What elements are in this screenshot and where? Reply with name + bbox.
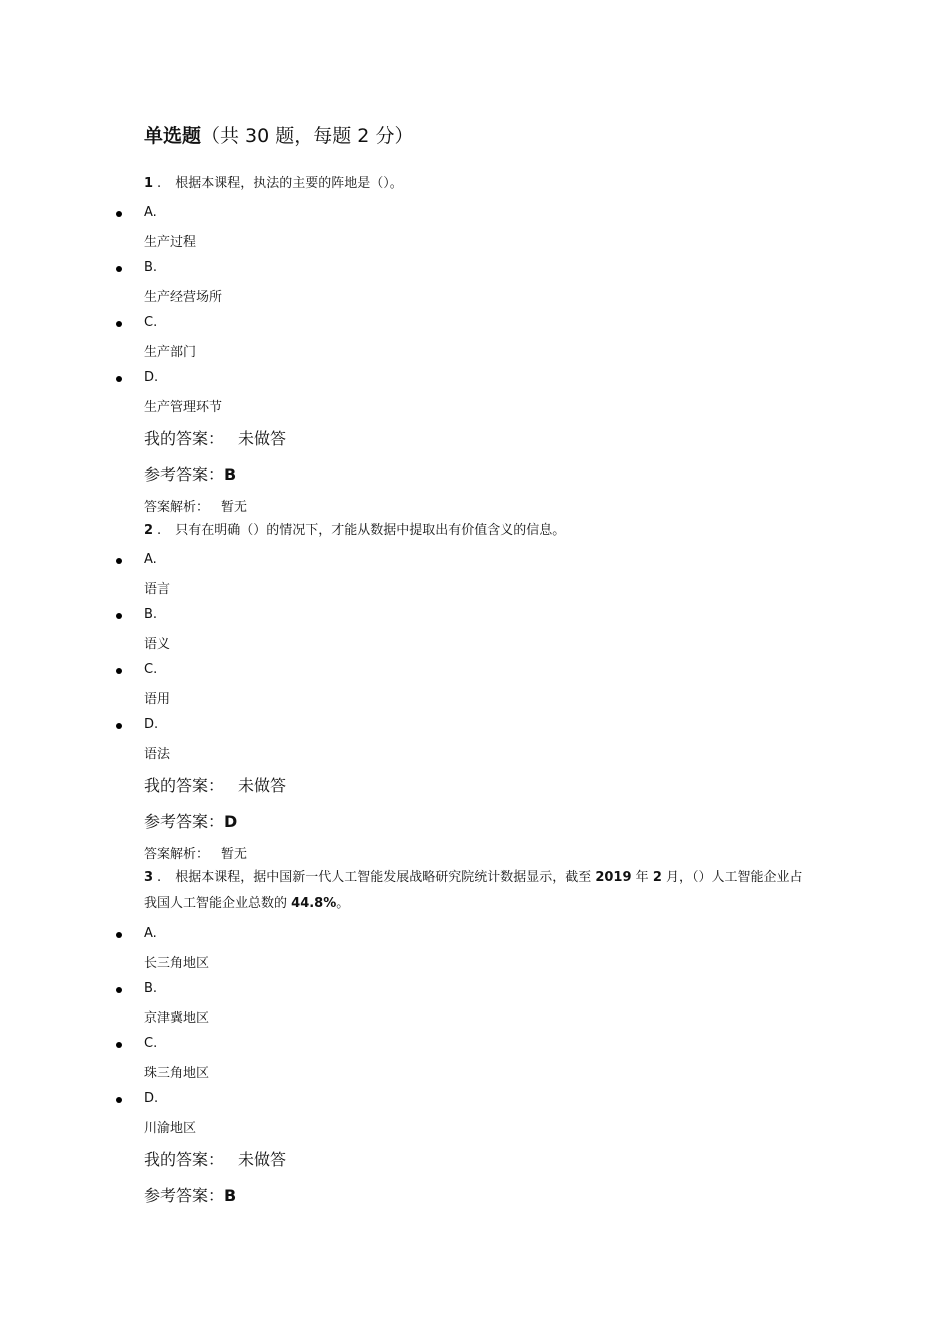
option-text: 长三角地区 <box>144 956 210 971</box>
bullet-icon <box>116 211 122 217</box>
question-text-part: 根据本课程，据中国新一代人工智能发展战略研究院统计数据显示，截至 <box>175 870 592 885</box>
option-text: 京津冀地区 <box>144 1011 210 1026</box>
option-letter: D. <box>144 370 159 385</box>
bullet-icon <box>116 266 122 272</box>
question-number: 3 <box>144 870 154 885</box>
answer-analysis: 答案解析： 暂无 <box>144 847 248 862</box>
option-text: 生产经营场所 <box>144 290 223 305</box>
option-d[interactable] <box>0 717 950 772</box>
option-text: 川渝地区 <box>144 1121 197 1136</box>
bullet-icon <box>116 376 122 382</box>
section-title-bold: 单选题 <box>144 125 202 147</box>
answer-analysis: 答案解析： 暂无 <box>144 500 248 515</box>
question-month: 2 <box>652 870 662 885</box>
question-percent: 44.8% <box>291 896 337 911</box>
option-letter: A. <box>144 205 157 220</box>
my-answer: 我的答案： 未做答 <box>144 429 287 448</box>
option-letter: D. <box>144 1091 159 1106</box>
option-letter: B. <box>144 260 158 275</box>
option-d[interactable] <box>0 370 950 425</box>
option-text: 语用 <box>144 692 171 707</box>
my-answer-value: 未做答 <box>238 1150 287 1169</box>
analysis-value: 暂无 <box>221 847 248 862</box>
bullet-icon <box>116 668 122 674</box>
bullet-icon <box>116 932 122 938</box>
option-b[interactable] <box>0 981 950 1036</box>
question-stem: 3 . 根据本课程，据中国新一代人工智能发展战略研究院统计数据显示，截至 2019 年 2 月，（）人工智能企业占我国人工智能企业总数的 44.8%。 <box>144 870 803 911</box>
option-c[interactable] <box>0 662 950 717</box>
bullet-icon <box>116 1042 122 1048</box>
option-a[interactable] <box>0 926 950 981</box>
option-text: 生产过程 <box>144 235 197 250</box>
my-answer-value: 未做答 <box>238 429 287 448</box>
option-letter: C. <box>144 315 158 330</box>
my-answer-value: 未做答 <box>238 776 287 795</box>
option-letter: B. <box>144 981 158 996</box>
option-letter: C. <box>144 662 158 677</box>
reference-answer-value: B <box>224 465 237 484</box>
question-number: 2 <box>144 523 154 538</box>
question-stem: 2 . 只有在明确（）的情况下，才能从数据中提取出有价值含义的信息。 <box>144 523 566 538</box>
option-letter: A. <box>144 552 157 567</box>
option-text: 语法 <box>144 747 171 762</box>
bullet-icon <box>116 1097 122 1103</box>
bullet-icon <box>116 723 122 729</box>
reference-answer: 参考答案：B <box>144 465 237 484</box>
option-letter: B. <box>144 607 158 622</box>
reference-answer: 参考答案：B <box>144 1186 237 1205</box>
section-title-rest: （共 30 题，每题 2 分） <box>201 125 414 147</box>
option-a[interactable] <box>0 205 950 260</box>
bullet-icon <box>116 987 122 993</box>
option-text: 语言 <box>144 582 171 597</box>
option-text: 珠三角地区 <box>144 1066 210 1081</box>
my-answer: 我的答案： 未做答 <box>144 1150 287 1169</box>
option-letter: C. <box>144 1036 158 1051</box>
option-text: 语义 <box>144 637 171 652</box>
option-letter: A. <box>144 926 157 941</box>
bullet-icon <box>116 558 122 564</box>
option-text: 生产管理环节 <box>144 400 223 415</box>
option-d[interactable] <box>0 1091 950 1146</box>
bullet-icon <box>116 613 122 619</box>
option-a[interactable] <box>0 552 950 607</box>
option-b[interactable] <box>0 607 950 662</box>
my-answer: 我的答案： 未做答 <box>144 776 287 795</box>
question-stem: 1 . 根据本课程，执法的主要的阵地是（）。 <box>144 176 403 191</box>
option-letter: D. <box>144 717 159 732</box>
bullet-icon <box>116 321 122 327</box>
option-c[interactable] <box>0 315 950 370</box>
reference-answer: 参考答案：D <box>144 812 238 831</box>
option-text: 生产部门 <box>144 345 197 360</box>
question-number: 1 <box>144 176 154 191</box>
reference-answer-value: D <box>224 812 238 831</box>
option-b[interactable] <box>0 260 950 315</box>
question-text: 只有在明确（）的情况下，才能从数据中提取出有价值含义的信息。 <box>175 523 566 538</box>
reference-answer-value: B <box>224 1186 237 1205</box>
analysis-value: 暂无 <box>221 500 248 515</box>
question-year: 2019 <box>595 870 632 885</box>
option-c[interactable] <box>0 1036 950 1091</box>
section-title <box>144 121 413 148</box>
question-text: 根据本课程，执法的主要的阵地是（）。 <box>175 176 403 191</box>
